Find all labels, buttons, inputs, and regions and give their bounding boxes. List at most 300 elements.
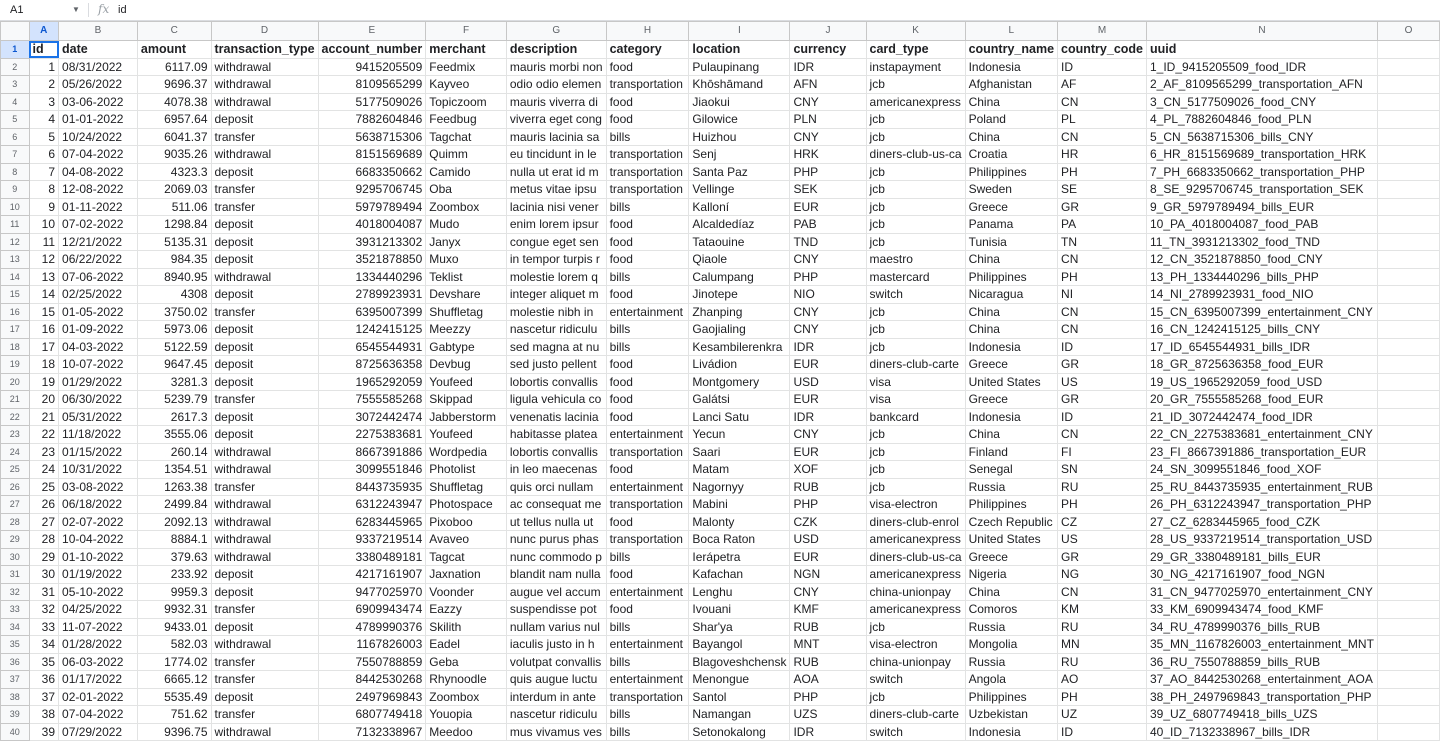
cell-b15[interactable]: 02/25/2022	[59, 286, 138, 304]
cell-e30[interactable]: 3380489181	[318, 548, 426, 566]
cell-l7[interactable]: Croatia	[965, 146, 1057, 164]
cell-f11[interactable]: Mudo	[426, 216, 507, 234]
cell-m35[interactable]: MN	[1058, 636, 1147, 654]
row-header[interactable]: 3	[1, 76, 30, 94]
cell-n9[interactable]: 8_SE_9295706745_transportation_SEK	[1147, 181, 1378, 199]
cell-i4[interactable]: Jiaokui	[689, 93, 790, 111]
cell-d2[interactable]: withdrawal	[211, 58, 318, 76]
column-header-d[interactable]: D	[211, 22, 318, 41]
cell-j30[interactable]: EUR	[790, 548, 866, 566]
cell-j15[interactable]: NIO	[790, 286, 866, 304]
cell-c2[interactable]: 6117.09	[137, 58, 211, 76]
cell-b4[interactable]: 03-06-2022	[59, 93, 138, 111]
cell-k10[interactable]: jcb	[866, 198, 965, 216]
cell-b39[interactable]: 07-04-2022	[59, 706, 138, 724]
cell-m38[interactable]: PH	[1058, 688, 1147, 706]
cell-f27[interactable]: Photospace	[426, 496, 507, 514]
cell-l27[interactable]: Philippines	[965, 496, 1057, 514]
cell-e4[interactable]: 5177509026	[318, 93, 426, 111]
cell-j39[interactable]: UZS	[790, 706, 866, 724]
cell-j31[interactable]: NGN	[790, 566, 866, 584]
cell-b30[interactable]: 01-10-2022	[59, 548, 138, 566]
cell-i7[interactable]: Senj	[689, 146, 790, 164]
cell-c4[interactable]: 4078.38	[137, 93, 211, 111]
cell-i34[interactable]: Shar'ya	[689, 618, 790, 636]
cell-c10[interactable]: 511.06	[137, 198, 211, 216]
row-header[interactable]: 22	[1, 408, 30, 426]
cell-h16[interactable]: entertainment	[606, 303, 689, 321]
cell-c3[interactable]: 9696.37	[137, 76, 211, 94]
cell-n29[interactable]: 28_US_9337219514_transportation_USD	[1147, 531, 1378, 549]
cell-c11[interactable]: 1298.84	[137, 216, 211, 234]
row-header[interactable]: 21	[1, 391, 30, 409]
cell-e12[interactable]: 3931213302	[318, 233, 426, 251]
cell-k9[interactable]: jcb	[866, 181, 965, 199]
cell-n21[interactable]: 20_GR_7555585268_food_EUR	[1147, 391, 1378, 409]
cell-k26[interactable]: jcb	[866, 478, 965, 496]
cell-g37[interactable]: quis augue luctu	[506, 671, 606, 689]
cell-f4[interactable]: Topiczoom	[426, 93, 507, 111]
cell-f25[interactable]: Photolist	[426, 461, 507, 479]
cell-b1[interactable]: date	[59, 41, 138, 59]
cell-g21[interactable]: ligula vehicula co	[506, 391, 606, 409]
cell-h34[interactable]: bills	[606, 618, 689, 636]
cell-i14[interactable]: Calumpang	[689, 268, 790, 286]
cell-g16[interactable]: molestie nibh in	[506, 303, 606, 321]
row-header[interactable]: 5	[1, 111, 30, 129]
column-header-n[interactable]: N	[1147, 22, 1378, 41]
cell-e22[interactable]: 3072442474	[318, 408, 426, 426]
cell-n10[interactable]: 9_GR_5979789494_bills_EUR	[1147, 198, 1378, 216]
cell-b14[interactable]: 07-06-2022	[59, 268, 138, 286]
cell-e14[interactable]: 1334440296	[318, 268, 426, 286]
cell-j26[interactable]: RUB	[790, 478, 866, 496]
cell-i38[interactable]: Santol	[689, 688, 790, 706]
cell-a6[interactable]: 5	[29, 128, 59, 146]
row-header[interactable]: 28	[1, 513, 30, 531]
cell-m39[interactable]: UZ	[1058, 706, 1147, 724]
cell-a16[interactable]: 15	[29, 303, 59, 321]
cell-i27[interactable]: Mabini	[689, 496, 790, 514]
cell-m27[interactable]: PH	[1058, 496, 1147, 514]
column-header-h[interactable]: H	[606, 22, 689, 41]
cell-b22[interactable]: 05/31/2022	[59, 408, 138, 426]
row-header[interactable]: 13	[1, 251, 30, 269]
cell-e3[interactable]: 8109565299	[318, 76, 426, 94]
cell-k8[interactable]: jcb	[866, 163, 965, 181]
cell-a30[interactable]: 29	[29, 548, 59, 566]
cell-f34[interactable]: Skilith	[426, 618, 507, 636]
cell-g10[interactable]: lacinia nisi vener	[506, 198, 606, 216]
cell-k4[interactable]: americanexpress	[866, 93, 965, 111]
cell-m3[interactable]: AF	[1058, 76, 1147, 94]
cell-d31[interactable]: deposit	[211, 566, 318, 584]
cell-l3[interactable]: Afghanistan	[965, 76, 1057, 94]
cell-d9[interactable]: transfer	[211, 181, 318, 199]
cell-j7[interactable]: HRK	[790, 146, 866, 164]
cell-n13[interactable]: 12_CN_3521878850_food_CNY	[1147, 251, 1378, 269]
cell-n20[interactable]: 19_US_1965292059_food_USD	[1147, 373, 1378, 391]
cell-m37[interactable]: AO	[1058, 671, 1147, 689]
row-header[interactable]: 23	[1, 426, 30, 444]
row-header[interactable]: 17	[1, 321, 30, 339]
cell-e28[interactable]: 6283445965	[318, 513, 426, 531]
cell-g3[interactable]: odio odio elemen	[506, 76, 606, 94]
cell-a3[interactable]: 2	[29, 76, 59, 94]
cell-n24[interactable]: 23_FI_8667391886_transportation_EUR	[1147, 443, 1378, 461]
cell-h30[interactable]: bills	[606, 548, 689, 566]
cell-n12[interactable]: 11_TN_3931213302_food_TND	[1147, 233, 1378, 251]
cell-e40[interactable]: 7132338967	[318, 723, 426, 741]
cell-f36[interactable]: Geba	[426, 653, 507, 671]
cell-l32[interactable]: China	[965, 583, 1057, 601]
cell-m9[interactable]: SE	[1058, 181, 1147, 199]
cell-o17[interactable]	[1377, 321, 1439, 339]
cell-h39[interactable]: bills	[606, 706, 689, 724]
cell-d23[interactable]: deposit	[211, 426, 318, 444]
cell-l28[interactable]: Czech Republic	[965, 513, 1057, 531]
cell-g36[interactable]: volutpat convallis	[506, 653, 606, 671]
cell-d37[interactable]: transfer	[211, 671, 318, 689]
cell-d36[interactable]: transfer	[211, 653, 318, 671]
cell-f39[interactable]: Youopia	[426, 706, 507, 724]
cell-m24[interactable]: FI	[1058, 443, 1147, 461]
cell-e16[interactable]: 6395007399	[318, 303, 426, 321]
cell-b3[interactable]: 05/26/2022	[59, 76, 138, 94]
cell-n5[interactable]: 4_PL_7882604846_food_PLN	[1147, 111, 1378, 129]
cell-i30[interactable]: Ierápetra	[689, 548, 790, 566]
cell-b34[interactable]: 11-07-2022	[59, 618, 138, 636]
cell-j16[interactable]: CNY	[790, 303, 866, 321]
cell-c5[interactable]: 6957.64	[137, 111, 211, 129]
cell-m36[interactable]: RU	[1058, 653, 1147, 671]
cell-i19[interactable]: Livádion	[689, 356, 790, 374]
cell-f19[interactable]: Devbug	[426, 356, 507, 374]
cell-b12[interactable]: 12/21/2022	[59, 233, 138, 251]
cell-g15[interactable]: integer aliquet m	[506, 286, 606, 304]
cell-g7[interactable]: eu tincidunt in le	[506, 146, 606, 164]
row-header[interactable]: 7	[1, 146, 30, 164]
cell-a25[interactable]: 24	[29, 461, 59, 479]
cell-c17[interactable]: 5973.06	[137, 321, 211, 339]
cell-d11[interactable]: deposit	[211, 216, 318, 234]
cell-k13[interactable]: maestro	[866, 251, 965, 269]
cell-j2[interactable]: IDR	[790, 58, 866, 76]
row-header[interactable]: 35	[1, 636, 30, 654]
cell-n16[interactable]: 15_CN_6395007399_entertainment_CNY	[1147, 303, 1378, 321]
cell-m12[interactable]: TN	[1058, 233, 1147, 251]
cell-d34[interactable]: deposit	[211, 618, 318, 636]
cell-a17[interactable]: 16	[29, 321, 59, 339]
cell-o32[interactable]	[1377, 583, 1439, 601]
cell-b6[interactable]: 10/24/2022	[59, 128, 138, 146]
cell-i2[interactable]: Pulaupinang	[689, 58, 790, 76]
row-header[interactable]: 30	[1, 548, 30, 566]
cell-g4[interactable]: mauris viverra di	[506, 93, 606, 111]
cell-f6[interactable]: Tagchat	[426, 128, 507, 146]
cell-d12[interactable]: deposit	[211, 233, 318, 251]
cell-d32[interactable]: deposit	[211, 583, 318, 601]
cell-b38[interactable]: 02-01-2022	[59, 688, 138, 706]
cell-k34[interactable]: jcb	[866, 618, 965, 636]
cell-e24[interactable]: 8667391886	[318, 443, 426, 461]
cell-e20[interactable]: 1965292059	[318, 373, 426, 391]
cell-o21[interactable]	[1377, 391, 1439, 409]
row-header[interactable]: 37	[1, 671, 30, 689]
cell-f31[interactable]: Jaxnation	[426, 566, 507, 584]
cell-o40[interactable]	[1377, 723, 1439, 741]
cell-d22[interactable]: deposit	[211, 408, 318, 426]
cell-k39[interactable]: diners-club-carte	[866, 706, 965, 724]
cell-h7[interactable]: transportation	[606, 146, 689, 164]
cell-b31[interactable]: 01/19/2022	[59, 566, 138, 584]
cell-b17[interactable]: 01-09-2022	[59, 321, 138, 339]
cell-b29[interactable]: 10-04-2022	[59, 531, 138, 549]
cell-f15[interactable]: Devshare	[426, 286, 507, 304]
cell-d29[interactable]: withdrawal	[211, 531, 318, 549]
cell-i13[interactable]: Qiaole	[689, 251, 790, 269]
cell-j17[interactable]: CNY	[790, 321, 866, 339]
cell-j33[interactable]: KMF	[790, 601, 866, 619]
cell-a19[interactable]: 18	[29, 356, 59, 374]
cell-h3[interactable]: transportation	[606, 76, 689, 94]
cell-l5[interactable]: Poland	[965, 111, 1057, 129]
row-header[interactable]: 6	[1, 128, 30, 146]
cell-l34[interactable]: Russia	[965, 618, 1057, 636]
cell-n38[interactable]: 38_PH_2497969843_transportation_PHP	[1147, 688, 1378, 706]
cell-i10[interactable]: Kalloní	[689, 198, 790, 216]
cell-g24[interactable]: lobortis convallis	[506, 443, 606, 461]
cell-n35[interactable]: 35_MN_1167826003_entertainment_MNT	[1147, 636, 1378, 654]
cell-e10[interactable]: 5979789494	[318, 198, 426, 216]
cell-h33[interactable]: food	[606, 601, 689, 619]
cell-n17[interactable]: 16_CN_1242415125_bills_CNY	[1147, 321, 1378, 339]
cell-l16[interactable]: China	[965, 303, 1057, 321]
row-header[interactable]: 33	[1, 601, 30, 619]
cell-b13[interactable]: 06/22/2022	[59, 251, 138, 269]
row-header[interactable]: 32	[1, 583, 30, 601]
cell-a15[interactable]: 14	[29, 286, 59, 304]
cell-n3[interactable]: 2_AF_8109565299_transportation_AFN	[1147, 76, 1378, 94]
cell-k15[interactable]: switch	[866, 286, 965, 304]
cell-o34[interactable]	[1377, 618, 1439, 636]
cell-o25[interactable]	[1377, 461, 1439, 479]
cell-f22[interactable]: Jabberstorm	[426, 408, 507, 426]
cell-c19[interactable]: 9647.45	[137, 356, 211, 374]
cell-d14[interactable]: withdrawal	[211, 268, 318, 286]
cell-k29[interactable]: americanexpress	[866, 531, 965, 549]
cell-c25[interactable]: 1354.51	[137, 461, 211, 479]
cell-m1[interactable]: country_code	[1058, 41, 1147, 59]
cell-g27[interactable]: ac consequat me	[506, 496, 606, 514]
cell-f29[interactable]: Avaveo	[426, 531, 507, 549]
cell-a8[interactable]: 7	[29, 163, 59, 181]
cell-j21[interactable]: EUR	[790, 391, 866, 409]
cell-b28[interactable]: 02-07-2022	[59, 513, 138, 531]
cell-f10[interactable]: Zoombox	[426, 198, 507, 216]
cell-b40[interactable]: 07/29/2022	[59, 723, 138, 741]
cell-b26[interactable]: 03-08-2022	[59, 478, 138, 496]
cell-f2[interactable]: Feedmix	[426, 58, 507, 76]
cell-l30[interactable]: Greece	[965, 548, 1057, 566]
cell-a20[interactable]: 19	[29, 373, 59, 391]
cell-h25[interactable]: food	[606, 461, 689, 479]
cell-k22[interactable]: bankcard	[866, 408, 965, 426]
cell-h1[interactable]: category	[606, 41, 689, 59]
cell-f9[interactable]: Oba	[426, 181, 507, 199]
cell-f38[interactable]: Zoombox	[426, 688, 507, 706]
cell-j3[interactable]: AFN	[790, 76, 866, 94]
cell-m10[interactable]: GR	[1058, 198, 1147, 216]
cell-o4[interactable]	[1377, 93, 1439, 111]
cell-k32[interactable]: china-unionpay	[866, 583, 965, 601]
cell-d3[interactable]: withdrawal	[211, 76, 318, 94]
cell-a26[interactable]: 25	[29, 478, 59, 496]
cell-j38[interactable]: PHP	[790, 688, 866, 706]
cell-f14[interactable]: Teklist	[426, 268, 507, 286]
cell-m26[interactable]: RU	[1058, 478, 1147, 496]
cell-a4[interactable]: 3	[29, 93, 59, 111]
cell-l17[interactable]: China	[965, 321, 1057, 339]
cell-b16[interactable]: 01-05-2022	[59, 303, 138, 321]
cell-n26[interactable]: 25_RU_8443735935_entertainment_RUB	[1147, 478, 1378, 496]
cell-k40[interactable]: switch	[866, 723, 965, 741]
cell-k25[interactable]: jcb	[866, 461, 965, 479]
cell-e33[interactable]: 6909943474	[318, 601, 426, 619]
cell-e1[interactable]: account_number	[318, 41, 426, 59]
cell-b19[interactable]: 10-07-2022	[59, 356, 138, 374]
cell-d1[interactable]: transaction_type	[211, 41, 318, 59]
row-header[interactable]: 18	[1, 338, 30, 356]
cell-e18[interactable]: 6545544931	[318, 338, 426, 356]
name-box[interactable]	[10, 1, 80, 19]
cell-g11[interactable]: enim lorem ipsur	[506, 216, 606, 234]
row-header[interactable]: 34	[1, 618, 30, 636]
cell-l24[interactable]: Finland	[965, 443, 1057, 461]
cell-a36[interactable]: 35	[29, 653, 59, 671]
cell-i28[interactable]: Malonty	[689, 513, 790, 531]
cell-f37[interactable]: Rhynoodle	[426, 671, 507, 689]
select-all-corner[interactable]	[1, 22, 30, 41]
cell-f20[interactable]: Youfeed	[426, 373, 507, 391]
cell-e19[interactable]: 8725636358	[318, 356, 426, 374]
cell-a13[interactable]: 12	[29, 251, 59, 269]
cell-b18[interactable]: 04-03-2022	[59, 338, 138, 356]
cell-l14[interactable]: Philippines	[965, 268, 1057, 286]
cell-e9[interactable]: 9295706745	[318, 181, 426, 199]
cell-o26[interactable]	[1377, 478, 1439, 496]
cell-h6[interactable]: bills	[606, 128, 689, 146]
cell-o31[interactable]	[1377, 566, 1439, 584]
cell-o15[interactable]	[1377, 286, 1439, 304]
cell-c40[interactable]: 9396.75	[137, 723, 211, 741]
cell-d39[interactable]: transfer	[211, 706, 318, 724]
cell-o19[interactable]	[1377, 356, 1439, 374]
cell-l31[interactable]: Nigeria	[965, 566, 1057, 584]
cell-h31[interactable]: food	[606, 566, 689, 584]
cell-i35[interactable]: Bayangol	[689, 636, 790, 654]
cell-m18[interactable]: ID	[1058, 338, 1147, 356]
cell-m25[interactable]: SN	[1058, 461, 1147, 479]
cell-a39[interactable]: 38	[29, 706, 59, 724]
chevron-down-icon[interactable]: ▼	[72, 5, 80, 14]
cell-k20[interactable]: visa	[866, 373, 965, 391]
cell-c27[interactable]: 2499.84	[137, 496, 211, 514]
cell-e13[interactable]: 3521878850	[318, 251, 426, 269]
cell-j19[interactable]: EUR	[790, 356, 866, 374]
cell-m14[interactable]: PH	[1058, 268, 1147, 286]
cell-k27[interactable]: visa-electron	[866, 496, 965, 514]
cell-n6[interactable]: 5_CN_5638715306_bills_CNY	[1147, 128, 1378, 146]
cell-j8[interactable]: PHP	[790, 163, 866, 181]
column-header-b[interactable]: B	[59, 22, 138, 41]
cell-n18[interactable]: 17_ID_6545544931_bills_IDR	[1147, 338, 1378, 356]
cell-f24[interactable]: Wordpedia	[426, 443, 507, 461]
cell-h27[interactable]: transportation	[606, 496, 689, 514]
cell-i22[interactable]: Lanci Satu	[689, 408, 790, 426]
cell-j10[interactable]: EUR	[790, 198, 866, 216]
column-header-f[interactable]: F	[426, 22, 507, 41]
cell-j24[interactable]: EUR	[790, 443, 866, 461]
column-header-g[interactable]: G	[506, 22, 606, 41]
cell-h8[interactable]: transportation	[606, 163, 689, 181]
cell-j6[interactable]: CNY	[790, 128, 866, 146]
cell-e35[interactable]: 1167826003	[318, 636, 426, 654]
cell-i31[interactable]: Kafachan	[689, 566, 790, 584]
cell-e25[interactable]: 3099551846	[318, 461, 426, 479]
cell-e34[interactable]: 4789990376	[318, 618, 426, 636]
cell-b9[interactable]: 12-08-2022	[59, 181, 138, 199]
cell-e7[interactable]: 8151569689	[318, 146, 426, 164]
cell-a32[interactable]: 31	[29, 583, 59, 601]
cell-j18[interactable]: IDR	[790, 338, 866, 356]
cell-o24[interactable]	[1377, 443, 1439, 461]
cell-c1[interactable]: amount	[137, 41, 211, 59]
cell-a21[interactable]: 20	[29, 391, 59, 409]
cell-e32[interactable]: 9477025970	[318, 583, 426, 601]
cell-g8[interactable]: nulla ut erat id m	[506, 163, 606, 181]
cell-n33[interactable]: 33_KM_6909943474_food_KMF	[1147, 601, 1378, 619]
row-header[interactable]: 25	[1, 461, 30, 479]
cell-h10[interactable]: bills	[606, 198, 689, 216]
cell-g26[interactable]: quis orci nullam	[506, 478, 606, 496]
cell-m28[interactable]: CZ	[1058, 513, 1147, 531]
row-header[interactable]: 27	[1, 496, 30, 514]
cell-a24[interactable]: 23	[29, 443, 59, 461]
cell-n32[interactable]: 31_CN_9477025970_entertainment_CNY	[1147, 583, 1378, 601]
cell-a38[interactable]: 37	[29, 688, 59, 706]
cell-g28[interactable]: ut tellus nulla ut	[506, 513, 606, 531]
cell-k7[interactable]: diners-club-us-ca	[866, 146, 965, 164]
cell-j1[interactable]: currency	[790, 41, 866, 59]
cell-i36[interactable]: Blagoveshchensk	[689, 653, 790, 671]
cell-j37[interactable]: AOA	[790, 671, 866, 689]
cell-l18[interactable]: Indonesia	[965, 338, 1057, 356]
cell-n19[interactable]: 18_GR_8725636358_food_EUR	[1147, 356, 1378, 374]
cell-n27[interactable]: 26_PH_6312243947_transportation_PHP	[1147, 496, 1378, 514]
cell-d20[interactable]: deposit	[211, 373, 318, 391]
cell-n39[interactable]: 39_UZ_6807749418_bills_UZS	[1147, 706, 1378, 724]
cell-n4[interactable]: 3_CN_5177509026_food_CNY	[1147, 93, 1378, 111]
cell-j27[interactable]: PHP	[790, 496, 866, 514]
cell-b37[interactable]: 01/17/2022	[59, 671, 138, 689]
cell-k37[interactable]: switch	[866, 671, 965, 689]
cell-a1[interactable]: id	[29, 41, 59, 59]
cell-i40[interactable]: Setonokalong	[689, 723, 790, 741]
cell-a29[interactable]: 28	[29, 531, 59, 549]
cell-a11[interactable]: 10	[29, 216, 59, 234]
cell-o36[interactable]	[1377, 653, 1439, 671]
